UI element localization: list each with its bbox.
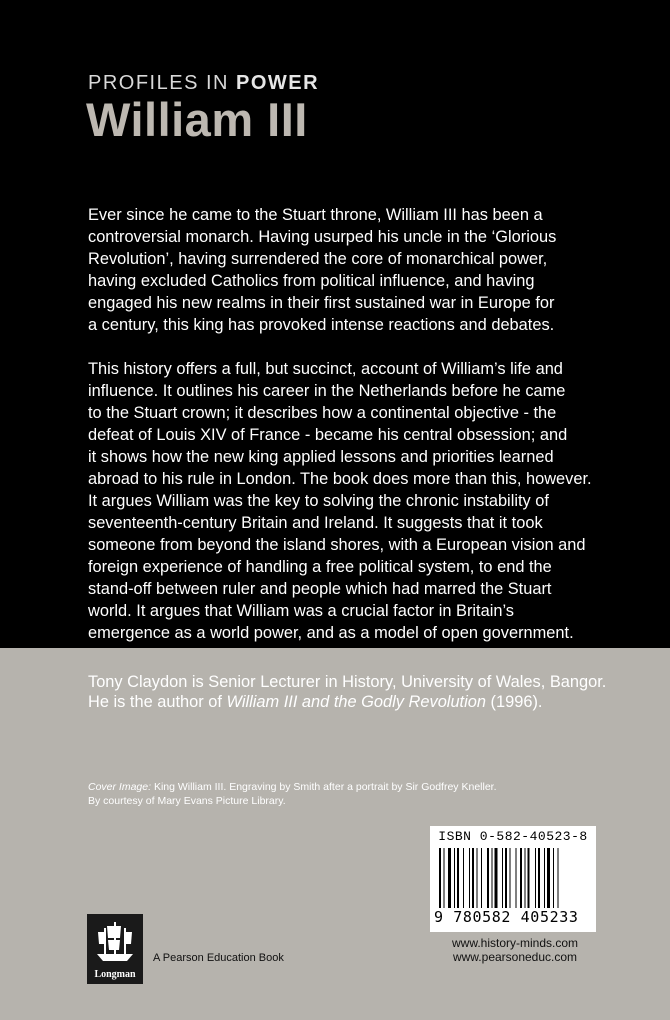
author-line-2-suffix: (1996).	[486, 693, 543, 711]
logo-text: Longman	[94, 969, 136, 980]
barcode-icon	[439, 848, 589, 908]
credit-text: King William III. Engraving by Smith after a portrait by Sir Godfrey Kneller.	[151, 781, 497, 793]
series-emphasis: POWER	[236, 72, 320, 94]
ship-icon	[87, 914, 143, 966]
series-prefix: PROFILES IN	[88, 72, 237, 94]
author-line-2-prefix: He is the author of	[88, 693, 227, 711]
book-title: William III	[86, 93, 308, 146]
author-book-title: William III and the Godly Revolution	[226, 693, 486, 711]
url-pearsoneduc[interactable]: www.pearsoneduc.com	[452, 950, 578, 964]
cover-image-credit	[88, 780, 648, 808]
credit-label: Cover Image:	[88, 781, 152, 793]
blurb-paragraph: Ever since he came to the Stuart throne, William III has been a controversial monarch. Having usurped his uncle in the ‘Glorious Revolution’, having surrendered the core of monarchical power, having excluded Catholics from political influence, and having engaged his new realms in their first sustained war in Europe for a century, this king has provoked intense reactions and debates.	[88, 206, 557, 334]
credit-line-2: By courtesy of Mary Evans Picture Library.	[88, 795, 286, 807]
cover-bottom-panel	[0, 648, 670, 1020]
url-history-minds[interactable]: www.history-minds.com	[451, 936, 579, 950]
isbn-label: ISBN 0-582-40523-8	[438, 829, 588, 844]
author-line-1: Tony Claydon is Senior Lecturer in History, University of Wales, Bangor.	[88, 673, 607, 691]
longman-logo	[87, 914, 143, 984]
ean-number: 9 780582 405233	[434, 908, 579, 926]
blurb-paragraph: This history offers a full, but succinct, account of William’s life and influence. It outlines his career in the Netherlands before he came to the Stuart crown; it describes how a continental objective - the defeat of Louis XIV of France - became his central obsession; and it shows how the new king applied lessons and priorities learned abroad to his rule in London. The book does more than this, however. It argues William was the key to solving the chronic instability of seventeenth-century Britain and Ireland. It suggests that it took someone from beyond the island shores, with a European vision and foreign experience of handling a free political system, to end the stand-off between ruler and people which had marred the Stuart world. It argues that William was a crucial factor in Britain’s emergence as a world power, and as a model of open government.	[88, 360, 592, 642]
author-bio	[88, 672, 648, 712]
isbn-barcode-box	[430, 826, 596, 932]
website-links	[440, 936, 590, 964]
blurb	[88, 204, 648, 666]
publisher-line: A Pearson Education Book	[153, 952, 284, 964]
